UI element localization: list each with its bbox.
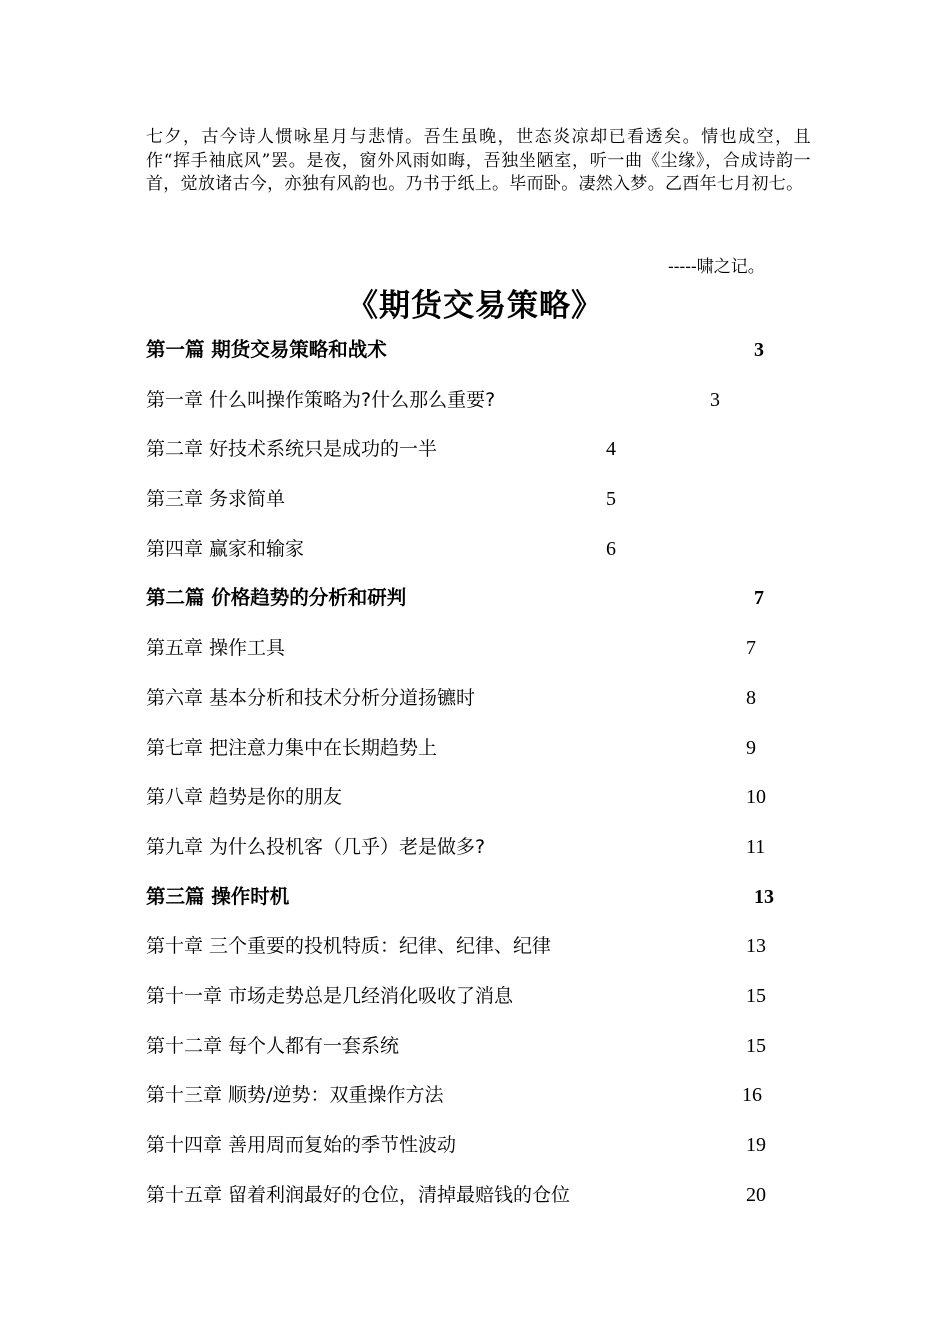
intro-block bbox=[146, 126, 811, 197]
toc-chapter-row bbox=[146, 1180, 826, 1230]
toc-entry-page: 13 bbox=[746, 935, 766, 958]
toc-entry-page: 3 bbox=[754, 339, 764, 361]
toc-chapter-row bbox=[146, 1031, 826, 1081]
toc-entry-label: 第十五章 留着利润最好的仓位，清掉最赔钱的仓位 bbox=[146, 1183, 571, 1206]
toc-chapter-row bbox=[146, 782, 826, 832]
toc-part-row bbox=[146, 335, 826, 385]
toc-entry-label: 第十三章 顺势/逆势：双重操作方法 bbox=[146, 1084, 444, 1107]
toc-chapter-row bbox=[146, 1130, 826, 1180]
toc-part-row bbox=[146, 882, 826, 932]
toc-entry-label: 第十一章 市场走势总是几经消化吸收了消息 bbox=[146, 984, 514, 1007]
toc-entry-label: 第七章 把注意力集中在长期趋势上 bbox=[146, 736, 438, 759]
toc-chapter-row bbox=[146, 733, 826, 783]
toc-chapter-row bbox=[146, 633, 826, 683]
toc-entry-page: 11 bbox=[746, 835, 766, 858]
document-title: 《期货交易策略》 bbox=[347, 288, 603, 324]
signature: -----啸之记。 bbox=[668, 257, 765, 277]
toc-entry-label: 第一章 什么叫操作策略为?什么那么重要? bbox=[146, 388, 496, 411]
toc-entry-label: 第二篇 价格趋势的分析和研判 bbox=[146, 586, 407, 610]
toc-chapter-row bbox=[146, 683, 826, 733]
toc-entry-page: 19 bbox=[746, 1134, 766, 1156]
toc-entry-page: 10 bbox=[746, 786, 766, 809]
intro-paragraph: 七夕，古今诗人惯咏星月与悲情。吾生虽晚，世态炎凉却已看透矣。情也成空，且作“挥手袖底风”罢。是夜，窗外风雨如晦，吾独坐陋室，听一曲《尘缘》，合成诗韵一首，觉放诸古今，亦独有风韵也。乃书于纸上。毕而卧。凄然入梦。乙酉年七月初七。 bbox=[146, 127, 811, 194]
toc-entry-label: 第三章 务求简单 bbox=[146, 488, 286, 511]
toc-entry-page: 20 bbox=[746, 1183, 766, 1206]
toc-entry-page: 15 bbox=[746, 984, 766, 1007]
toc-entry-page: 3 bbox=[710, 388, 720, 411]
toc-entry-label: 第一篇 期货交易策略和战术 bbox=[146, 338, 387, 361]
toc-entry-label: 第九章 为什么投机客（几乎）老是做多? bbox=[146, 835, 486, 858]
table-of-contents bbox=[146, 335, 826, 1229]
toc-entry-page: 5 bbox=[606, 488, 616, 511]
toc-chapter-row bbox=[146, 534, 826, 584]
toc-entry-label: 第十四章 善用周而复始的季节性波动 bbox=[146, 1134, 457, 1156]
toc-entry-page: 9 bbox=[746, 736, 756, 759]
toc-chapter-row bbox=[146, 484, 826, 534]
toc-chapter-row bbox=[146, 434, 826, 484]
toc-chapter-row bbox=[146, 931, 826, 981]
toc-entry-page: 13 bbox=[754, 885, 774, 908]
toc-entry-label: 第十章 三个重要的投机特质：纪律、纪律、纪律 bbox=[146, 935, 552, 958]
toc-entry-page: 7 bbox=[746, 637, 756, 660]
toc-entry-label: 第三篇 操作时机 bbox=[146, 884, 290, 908]
toc-entry-page: 7 bbox=[754, 587, 764, 610]
toc-entry-label: 第四章 赢家和输家 bbox=[146, 537, 305, 560]
toc-entry-label: 第六章 基本分析和技术分析分道扬镳时 bbox=[146, 686, 476, 709]
toc-entry-page: 16 bbox=[742, 1084, 762, 1107]
toc-entry-page: 6 bbox=[606, 537, 616, 560]
toc-chapter-row bbox=[146, 832, 826, 882]
toc-chapter-row bbox=[146, 385, 826, 435]
toc-entry-label: 第二章 好技术系统只是成功的一半 bbox=[146, 438, 438, 461]
toc-chapter-row bbox=[146, 981, 826, 1031]
toc-entry-label: 第十二章 每个人都有一套系统 bbox=[146, 1034, 400, 1057]
toc-part-row bbox=[146, 583, 826, 633]
toc-chapter-row bbox=[146, 1080, 826, 1130]
toc-entry-page: 15 bbox=[746, 1034, 766, 1057]
toc-entry-page: 8 bbox=[746, 686, 756, 709]
toc-entry-label: 第八章 趋势是你的朋友 bbox=[146, 786, 343, 809]
toc-entry-page: 4 bbox=[606, 438, 616, 461]
toc-entry-label: 第五章 操作工具 bbox=[146, 637, 286, 660]
